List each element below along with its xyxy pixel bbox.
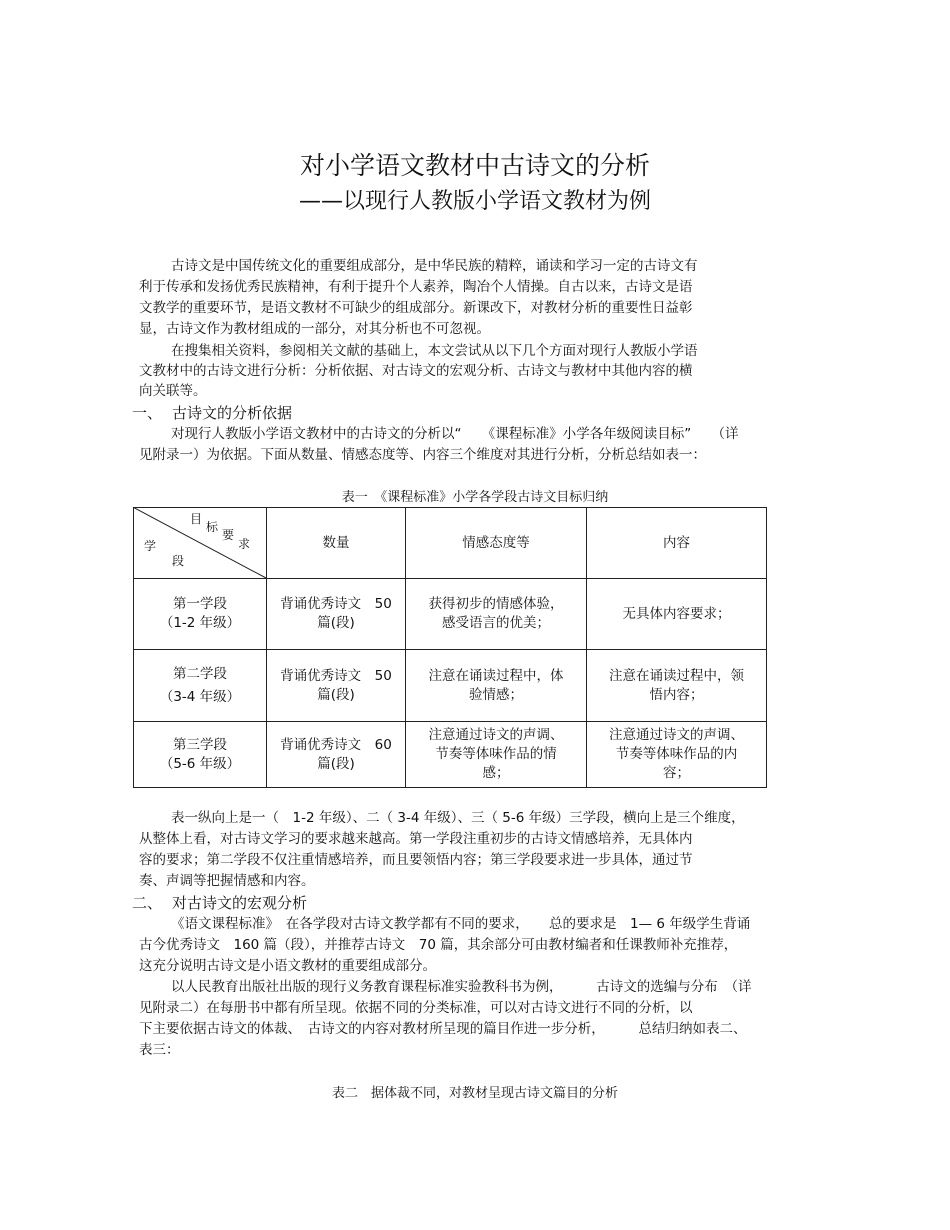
text-line: 文教学的重要环节，是语文教材不可缺少的组成部分。新课改下，对教材分析的重要性日益彰 [139,300,693,316]
column-header: 数量 [267,508,406,579]
text-line: 《语文课程标准》 在各学段对古诗文教学都有不同的要求， 总的要求是 1— 6 年级学生背诵 [171,916,751,932]
cell-line: 容； [663,765,690,781]
corner-label: 目 [190,512,203,526]
corner-label: 段 [172,554,185,568]
cell-line: 篇(段) [317,755,355,772]
cell-line: 节奏等体味作品的情 [435,746,557,762]
text-line: 利于传承和发扬优秀民族精神，有利于提升个人素养，陶冶个人情操。自古以来，古诗文是语 [139,279,693,295]
text-line: 在搜集相关资料，参阅相关文献的基础上，本文尝试从以下几个方面对现行人教版小学语 [171,343,698,359]
section-heading: 对古诗文的宏观分析 [172,894,308,912]
grade-label: （1-2 年级） [159,615,241,631]
text-line: 古今优秀诗文 160 篇（段），并推荐古诗文 70 篇，其余部分可由教材编者和任课教师补充推荐， [139,937,738,953]
cell-line: 背诵优秀诗文 50 [280,667,392,684]
stage-label: 第三学段 [173,736,227,753]
text-line: 容的要求；第二学段不仅注重情感培养，而且要领悟内容；第三学段要求进一步具体，通过节 [139,852,693,868]
text-line: 表一纵向上是一（ 1-2 年级）、二（ 3-4 年级）、三（ 5-6 年级）三学段，横向上是三个维度， [171,810,745,826]
cell-line: 注意在诵读过程中，体 [428,667,564,684]
cell-line: 获得初步的情感体验， [428,596,564,612]
text-line: 这充分说明古诗文是小语文教材的重要组成部分。 [139,958,436,974]
table-row [134,722,767,788]
section-number: 一、 [132,404,163,422]
cell-line: 验情感； [469,686,523,703]
cell-line: 篇(段) [317,615,355,631]
text-line: 向关联等。 [139,383,207,399]
cell-line: 背诵优秀诗文 50 [280,596,392,612]
stage-label: 第一学段 [173,596,227,612]
cell-line: 节奏等体味作品的内 [615,746,738,762]
column-header: 内容 [587,508,767,579]
page-title: 对小学语文教材中古诗文的分析 [299,151,650,180]
stage-cell [134,722,267,788]
table-caption: 表二 据体裁不同，对教材呈现古诗文篇目的分析 [331,1086,618,1101]
text-line: 以人民教育出版社出版的现行义务教育课程标准实验教科书为例， 古诗文的选编与分布 （详 [171,979,752,995]
text-line: 古诗文是中国传统文化的重要组成部分，是中华民族的精粹，诵读和学习一定的古诗文有 [171,258,698,274]
content-cell [587,650,767,722]
text-line: 见附录一）为依据。下面从数量、情感态度等、内容三个维度对其进行分析，分析总结如表一： [139,447,706,463]
section-number: 二、 [132,894,163,912]
stage-cell [134,650,267,722]
section-heading: 古诗文的分析依据 [172,404,293,422]
content-cell [587,579,767,650]
content-cell [587,722,767,788]
emotion-cell [406,579,587,650]
page-subtitle: ——以现行人教版小学语文教材为例 [298,189,651,214]
cell-line: 感受语言的优美； [442,615,550,631]
table-row [134,650,767,722]
cell-line: 无具体内容要求； [622,605,731,622]
emotion-cell [406,722,587,788]
cell-line: 注意通过诗文的声调、 [428,727,564,743]
corner-label: 求 [238,537,251,551]
emotion-cell [406,650,587,722]
text-line: 表三： [139,1042,180,1058]
cell-line: 注意在诵读过程中，领 [609,667,744,684]
cell-line: 背诵优秀诗文 60 [280,736,392,753]
cell-line: 篇(段) [317,686,355,703]
stage-label: 第二学段 [173,665,227,682]
text-line: 从整体上看，对古诗文学习的要求越来越高。第一学段注重初步的古诗文情感培养，无具体内 [139,831,693,847]
table-row [134,579,767,650]
text-line: 显，古诗文作为教材组成的一部分，对其分析也不可忽视。 [139,321,490,337]
quantity-cell [267,579,406,650]
corner-header-cell [134,508,267,579]
grade-label: （5-6 年级） [159,755,241,772]
corner-label: 标 [206,520,219,534]
table-caption: 表一 《课程标准》小学各学段古诗文目标归纳 [341,490,609,505]
text-line: 文教材中的古诗文进行分析：分析依据、对古诗文的宏观分析、古诗文与教材中其他内容的横 [139,363,693,379]
cell-line: 感； [482,765,510,781]
diagonal-header [134,508,266,578]
grade-label: （3-4 年级） [159,688,241,705]
cell-line: 悟内容； [649,686,704,703]
quantity-cell [267,650,406,722]
corner-label: 要 [222,528,235,542]
stage-cell [134,579,267,650]
column-header: 情感态度等 [406,508,587,579]
text-line: 对现行人教版小学语文教材中的古诗文的分析以“ 《课程标准》小学各年级阅读目标” （详 [171,426,739,442]
text-line: 下主要依据古诗文的体裁、 古诗文的内容对教材所呈现的篇目作进一步分析， 总结归纳如表二、 [139,1021,747,1037]
text-line: 见附录二）在每册书中都有所呈现。依据不同的分类标准，可以对古诗文进行不同的分析，以 [139,1000,693,1016]
corner-label: 学 [144,539,157,553]
quantity-cell [267,722,406,788]
goals-table [133,507,767,788]
cell-line: 注意通过诗文的声调、 [609,727,744,743]
text-line: 奏、声调等把握情感和内容。 [139,873,315,889]
